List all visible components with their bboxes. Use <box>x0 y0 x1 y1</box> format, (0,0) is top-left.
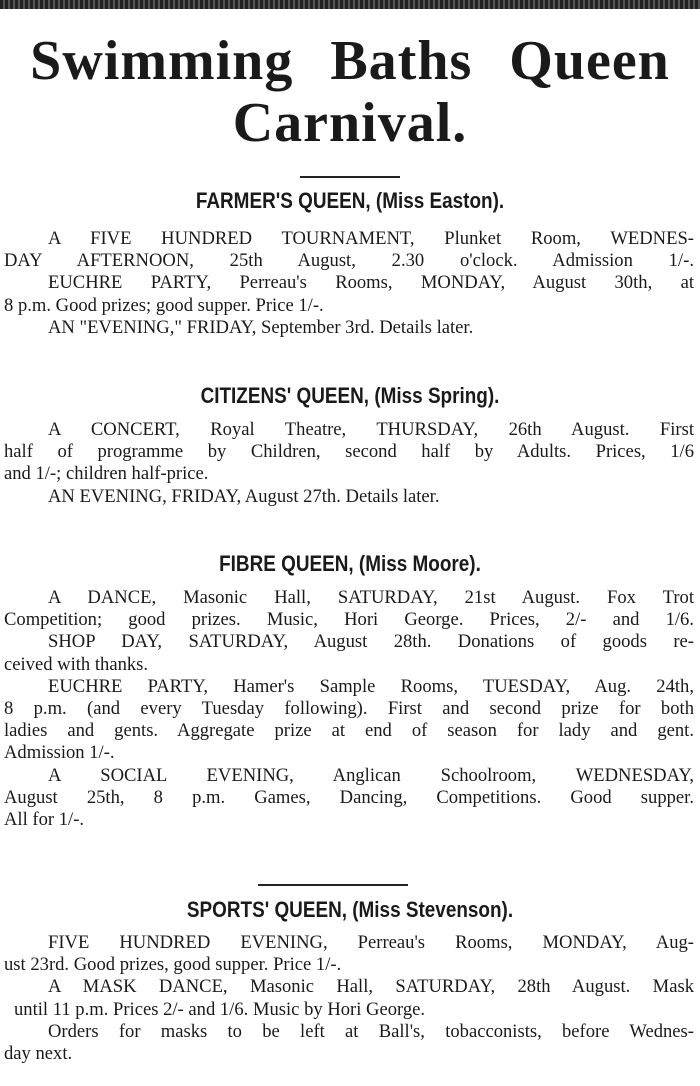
section-body-citizens-queen <box>4 419 694 508</box>
text-line: AN EVENING, FRIDAY, August 27th. Details later. <box>48 485 440 507</box>
section-heading-citizens-queen: CITIZENS' QUEEN, (Miss Spring). <box>200 383 500 408</box>
text-line: A FIVE HUNDRED TOURNAMENT, Plunket Room, WEDNES- <box>48 228 694 249</box>
text-line: ust 23rd. Good prizes, good supper. Price 1/-. <box>4 954 342 976</box>
text-line: AN "EVENING," FRIDAY, September 3rd. Details later. <box>48 316 474 338</box>
text-line: DAY AFTERNOON, 25th August, 2.30 o'clock. Admission 1/-. <box>4 250 694 272</box>
text-line: and 1/-; children half-price. <box>4 463 209 485</box>
section-body-farmers-queen <box>4 228 694 339</box>
page-title <box>0 30 700 154</box>
top-border-rule <box>0 0 700 9</box>
section-body-sports-queen <box>4 932 694 1065</box>
text-line: August 25th, 8 p.m. Games, Dancing, Competitions. Good supper. <box>4 786 694 808</box>
text-line: ceived with thanks. <box>4 653 149 675</box>
text-line: Admission 1/-. <box>4 742 115 764</box>
text-line: EUCHRE PARTY, Hamer's Sample Rooms, TUESDAY, Aug. 24th, <box>48 675 694 697</box>
text-line: 8 p.m. Good prizes; good supper. Price 1/-. <box>4 294 324 316</box>
section-heading-farmers-queen: FARMER'S QUEEN, (Miss Easton). <box>195 188 505 213</box>
text-line: A DANCE, Masonic Hall, SATURDAY, 21st August. Fox Trot <box>48 587 694 608</box>
text-line: A SOCIAL EVENING, Anglican Schoolroom, WEDNESDAY, <box>48 764 694 786</box>
text-line: A CONCERT, Royal Theatre, THURSDAY, 26th August. First <box>48 419 694 440</box>
text-line: EUCHRE PARTY, Perreau's Rooms, MONDAY, August 30th, at <box>48 272 694 294</box>
text-line: until 11 p.m. Prices 2/- and 1/6. Music by Hori George. <box>14 998 426 1020</box>
text-line: ladies and gents. Aggregate prize at end of season for lady and gent. <box>4 720 694 742</box>
title-line-1: Swimming Baths Queen <box>30 30 670 92</box>
section-heading-sports-queen: SPORTS' QUEEN, (Miss Stevenson). <box>186 897 514 922</box>
text-line: day next. <box>4 1043 73 1065</box>
text-line: Orders for masks to be left at Ball's, tobacconists, before Wednes- <box>48 1020 694 1042</box>
text-line: A MASK DANCE, Masonic Hall, SATURDAY, 28th August. Mask <box>48 976 694 998</box>
section-divider <box>258 884 408 886</box>
section-divider <box>300 176 400 178</box>
text-line: half of programme by Children, second half by Adults. Prices, 1/6 <box>4 441 694 463</box>
title-line-2: Carnival. <box>232 92 468 154</box>
text-line: All for 1/-. <box>4 809 85 831</box>
text-line: Competition; good prizes. Music, Hori George. Prices, 2/- and 1/6. <box>4 609 694 631</box>
text-line: SHOP DAY, SATURDAY, August 28th. Donations of goods re- <box>48 631 694 653</box>
text-line: FIVE HUNDRED EVENING, Perreau's Rooms, MONDAY, Aug- <box>48 932 694 953</box>
section-body-fibre-queen <box>4 587 694 831</box>
text-line: 8 p.m. (and every Tuesday following). First and second prize for both <box>4 698 694 720</box>
section-heading-fibre-queen: FIBRE QUEEN, (Miss Moore). <box>219 551 481 576</box>
